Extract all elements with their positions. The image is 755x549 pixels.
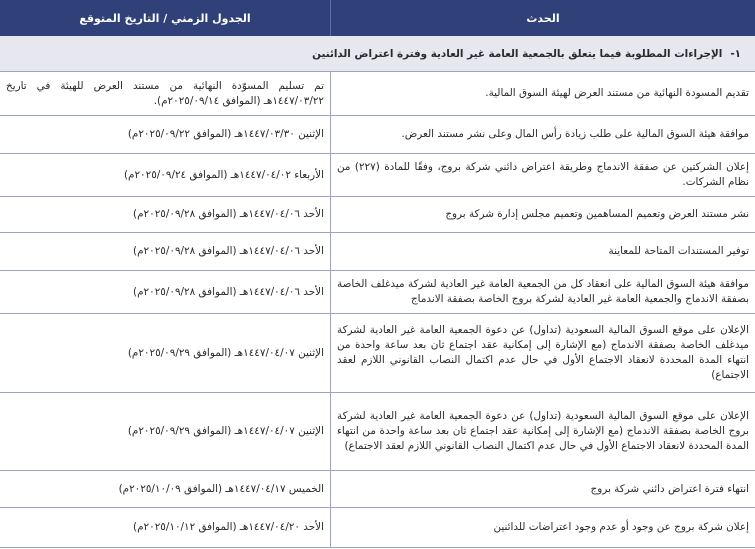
event-cell [330,314,755,392]
table-row [0,393,755,471]
date-cell [0,271,330,313]
date-text: الخميس ١٤٤٧/٠٤/١٧هـ (الموافق ٢٠٢٥/١٠/٠٩م) [118,482,324,495]
event-text: نشر مستند العرض وتعميم المساهمين وتعميم مجلس إدارة شركة بروج [445,208,749,220]
event-cell [330,72,755,115]
date-cell [0,154,330,196]
event-text: الإعلان على موقع السوق المالية السعودية (تداول) عن دعوة الجمعية العامة غير العادية لشركة ميدغلف الخاصة بصفقة الاندماج (مع الإشارة إلى إمكانية عقد اجتماع ثان بعد ساعة واحدة من انتهاء المدة المحددة لانعقاد الاجتماع الأول في حال عدم اكتمال النصاب القانوني اللازم لعقد الاجتماع) [337,324,749,381]
event-cell [330,508,755,547]
date-cell [0,393,330,470]
date-text: الإثنين ١٤٤٧/٠٣/٣٠هـ (الموافق ٢٠٢٥/٠٩/٢٢م) [127,128,324,140]
event-cell [330,233,755,270]
event-text: موافقة هيئة السوق المالية على انعقاد كل من الجمعية العامة غير العادية لشركة ميدغلف الخاصة بصفقة الاندماج والجمعية العامة غير العادية لشركة بروج الخاصة بصفقة الاندماج [337,278,749,305]
event-text: تقديم المسودة النهائية من مستند العرض لهيئة السوق المالية. [485,87,749,99]
table-row [0,197,755,233]
date-cell [0,233,330,270]
date-cell [0,471,330,507]
event-text: توفير المستندات المتاحة للمعاينة [608,245,749,257]
table-row [0,233,755,271]
event-text: إعلان شركة بروج عن وجود أو عدم وجود اعتراضات للدائنين [493,521,749,533]
table-header [0,0,755,36]
date-text: الأحد ١٤٤٧/٠٤/٠٦هـ (الموافق ٢٠٢٥/٠٩/٢٨م) [133,245,324,257]
table-row [0,271,755,314]
table-row [0,154,755,197]
date-text: الأحد ١٤٤٧/٠٤/٠٦هـ (الموافق ٢٠٢٥/٠٩/٢٨م) [133,285,324,298]
table-row [0,471,755,508]
event-cell [330,271,755,313]
date-text: تم تسليم المسوّدة النهائية من مستند العرض للهيئة في تاريخ ١٤٤٧/٠٣/٢٢هـ (الموافق ٢٠٢٥/٠٩/١٤م). [6,79,324,107]
date-cell [0,314,330,392]
table-row [0,72,755,116]
event-cell [330,154,755,196]
section-title-cell [0,36,755,71]
date-text: الأحد ١٤٤٧/٠٤/٠٦هـ (الموافق ٢٠٢٥/٠٩/٢٨م) [133,208,324,220]
date-cell [0,72,330,115]
table-row [0,508,755,548]
event-text: موافقة هيئة السوق المالية على طلب زيادة رأس المال وعلى نشر مستند العرض. [401,128,749,140]
date-cell [0,116,330,153]
event-cell [330,393,755,470]
date-text: الأحد ١٤٤٧/٠٤/٢٠هـ (الموافق ٢٠٢٥/١٠/١٢م) [133,521,324,533]
event-cell [330,471,755,507]
date-cell [0,197,330,232]
event-cell [330,116,755,153]
event-column-header: الحدث [330,0,755,36]
table-row [0,116,755,154]
table-row [0,314,755,393]
section-title: الإجراءات المطلوبة فيما يتعلق بالجمعية العامة غير العادية وفترة اعتراض الدائنين [312,47,723,60]
date-column-header: الجدول الزمني / التاريخ المتوقع [79,11,251,25]
section-row [0,36,755,72]
event-text: الإعلان على موقع السوق المالية السعودية (تداول) عن دعوة الجمعية العامة غير العادية لشركة بروج الخاصة بصفقة الاندماج (مع الإشارة إلى إمكانية عقد اجتماع ثان بعد ساعة واحدة من انتهاء المدة المحددة لانعقاد الاجتماع الأول في حال عدم اكتمال النصاب القانوني اللازم لعقد الاجتماع) [337,410,749,452]
date-text: الإثنين ١٤٤٧/٠٤/٠٧هـ (الموافق ٢٠٢٥/٠٩/٢٩م) [127,346,324,359]
date-cell [0,508,330,547]
date-text: الإثنين ١٤٤٧/٠٤/٠٧هـ (الموافق ٢٠٢٥/٠٩/٢٩م) [127,425,324,437]
event-text: انتهاء فترة اعتراض دائني شركة بروج [590,482,749,495]
event-text: إعلان الشركتين عن صفقة الاندماج وطريقة اعتراض دائني شركة بروج، وفقًا للمادة (٢٢٧) من نظام الشركات. [337,161,749,188]
event-cell [330,197,755,232]
section-number: ١- [730,47,741,60]
date-text: الأربعاء ١٤٤٧/٠٤/٠٢هـ (الموافق ٢٠٢٥/٠٩/٢٤م) [123,168,324,181]
